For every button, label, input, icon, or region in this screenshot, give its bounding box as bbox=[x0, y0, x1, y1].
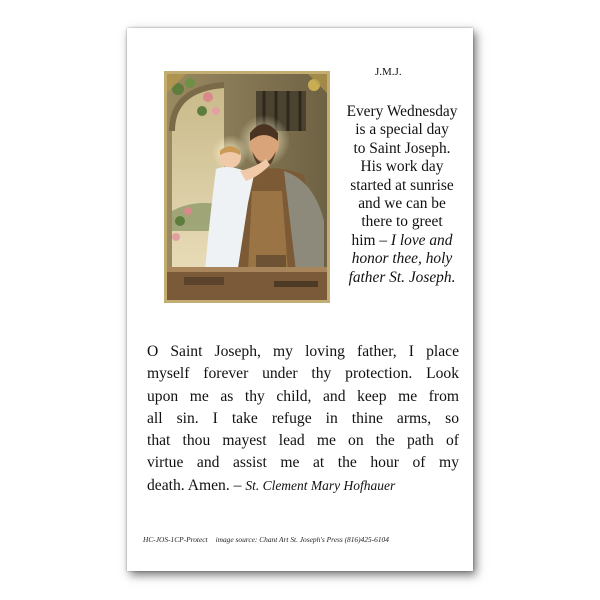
prayer-line: O Saint Joseph, my loving father, I place bbox=[147, 343, 459, 360]
card-footer bbox=[143, 535, 389, 544]
prayer-ending: death. Amen. – bbox=[147, 476, 246, 494]
side-line-mixed bbox=[333, 232, 471, 250]
side-line: and we can be bbox=[358, 195, 446, 213]
side-line: there to greet bbox=[361, 213, 443, 231]
side-line: to Saint Joseph. bbox=[353, 139, 451, 157]
side-line: is a special day bbox=[355, 121, 449, 139]
side-line-plain: him – bbox=[351, 231, 391, 249]
prayer-attribution: St. Clement Mary Hofhauer bbox=[245, 477, 396, 493]
side-line-italic: I love and bbox=[390, 231, 453, 249]
prayer-line: upon me as thy child, and keep me from bbox=[147, 387, 459, 405]
footer-code: HC-JOS-1CP-Protect bbox=[143, 535, 208, 544]
card-header: J.M.J. bbox=[375, 66, 402, 78]
side-line-italic: honor thee, holy bbox=[351, 250, 453, 268]
side-line-italic: father St. Joseph. bbox=[348, 268, 456, 286]
side-line: His work day bbox=[360, 158, 444, 176]
prayer-text bbox=[147, 341, 459, 497]
side-line: started at sunrise bbox=[350, 176, 454, 194]
footer-source: image source: Chant Art St. Joseph's Press (816)425-6104 bbox=[215, 535, 389, 544]
prayer-card bbox=[127, 28, 473, 571]
saint-joseph-image bbox=[164, 71, 330, 303]
prayer-line: myself forever under thy protection. Look bbox=[147, 365, 459, 383]
prayer-line: that thou mayest lead me on the path of bbox=[147, 432, 459, 450]
side-line: Every Wednesday bbox=[346, 103, 458, 120]
saint-joseph-painting-icon bbox=[164, 71, 330, 303]
wednesday-text bbox=[333, 103, 471, 287]
prayer-last-line bbox=[147, 475, 459, 497]
prayer-line: all sin. I take refuge in thine arms, so bbox=[147, 409, 459, 427]
prayer-line: virtue and assist me at the hour of my bbox=[147, 454, 459, 472]
